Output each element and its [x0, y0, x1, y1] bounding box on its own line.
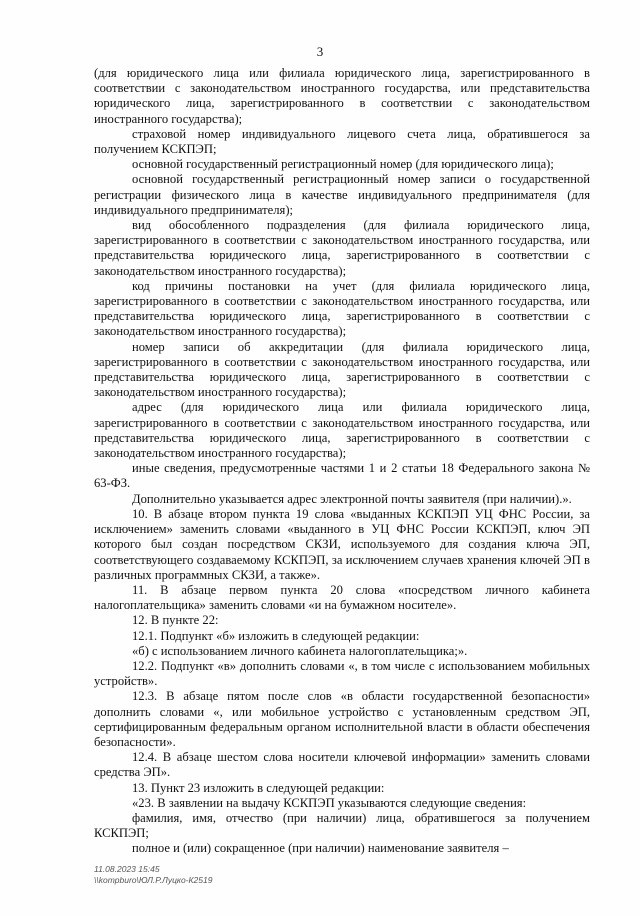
document-paragraph: страховой номер индивидуального лицевого счета лица, обратившегося за получением КСКПЭП; [94, 126, 590, 157]
document-paragraph: основной государственный регистрационный номер записи о государственной регистрации физического лица в качестве индивидуального предпринимателя (для индивидуального предпринимателя); [94, 172, 590, 217]
document-paragraph: 12. В пункте 22: [132, 613, 219, 628]
document-paragraph: (для юридического лица или филиала юридического лица, зарегистрированного в соответствии с законодательством иностранного государства, или представительства юридического лица, зарегистрированного в соответствии с законодательством иностранного государства); [94, 66, 590, 126]
document-paragraph: номер записи об аккредитации (для филиала юридического лица, зарегистрированного в соответствии с законодательством иностранного государства, или представительства юридического лица, зарегистрированного в соответствии с законодательством иностранного государства); [94, 339, 590, 400]
document-paragraph: 13. Пункт 23 изложить в следующей редакции: [132, 780, 385, 795]
document-paragraph: 12.4. В абзаце шестом слова носители ключевой информации» заменить словами средства ЭП». [94, 750, 590, 780]
document-paragraph: фамилия, имя, отчество (при наличии) лица, обратившегося за получением КСКПЭП; [94, 810, 590, 841]
page-number: 3 [316, 44, 324, 59]
footer-file-path: \\kompburo\ЮЛ.Р.Луцко-К2519 [94, 874, 213, 885]
document-paragraph: вид обособленного подразделения (для филиала юридического лица, зарегистрированного в соответствии с законодательством иностранного государства, или представительства юридического лица, зарегистрированного в соответствии с законодательством иностранного государства); [94, 218, 590, 278]
document-footer [94, 864, 212, 885]
document-paragraph: 12.1. Подпункт «б» изложить в следующей редакции: [132, 628, 420, 643]
document-paragraph: основной государственный регистрационный номер (для юридического лица); [132, 157, 554, 172]
document-paragraph: «б) с использованием личного кабинета налогоплательщика;». [132, 643, 468, 658]
document-paragraph: 12.3. В абзаце пятом после слов «в области государственной безопасности» дополнить словами «, или мобильное устройство с установленным средством ЭП, сертифицированным федеральным органом исполнительной власти в области обеспечения безопасности». [94, 689, 590, 749]
document-paragraph: Дополнительно указывается адрес электронной почты заявителя (при наличии).». [132, 491, 572, 506]
document-body [94, 66, 590, 857]
document-paragraph: адрес (для юридического лица или филиала юридического лица, зарегистрированного в соответствии с законодательством иностранного государства, или представительства юридического лица, зарегистрированного в соответствии с законодательством иностранного государства); [94, 400, 590, 461]
document-paragraph: полное и (или) сокращенное (при наличии) наименование заявителя – [132, 841, 509, 856]
document-paragraph: 12.2. Подпункт «в» дополнить словами «, в том числе с использованием мобильных устройств». [94, 658, 590, 689]
document-paragraph: 11. В абзаце первом пункта 20 слова «посредством личного кабинета налогоплательщика» заменить словами «и на бумажном носителе». [94, 582, 590, 613]
document-paragraph: 10. В абзаце втором пункта 19 слова «выданных КСКПЭП УЦ ФНС России, за исключением» заменить словами «выданного в УЦ ФНС России КСКПЭП, ключ ЭП которого был создан посредством СКЗИ, используемого для создания ключа ЭП, соответствующего создаваемому КСКПЭП, за исключением случаев хранения ключей ЭП в различных программных СКЗИ, а также». [94, 506, 590, 582]
document-paragraph: код причины постановки на учет (для филиала юридического лица, зарегистрированного в соответствии с законодательством иностранного государства, или представительства юридического лица, зарегистрированного в соответствии с законодательством иностранного государства); [94, 278, 590, 339]
footer-timestamp: 11.08.2023 15:45 [94, 864, 160, 874]
document-paragraph: иные сведения, предусмотренные частями 1 и 2 статьи 18 Федерального закона № 63-ФЗ. [94, 461, 590, 491]
document-paragraph: «23. В заявлении на выдачу КСКПЭП указываются следующие сведения: [132, 795, 527, 810]
